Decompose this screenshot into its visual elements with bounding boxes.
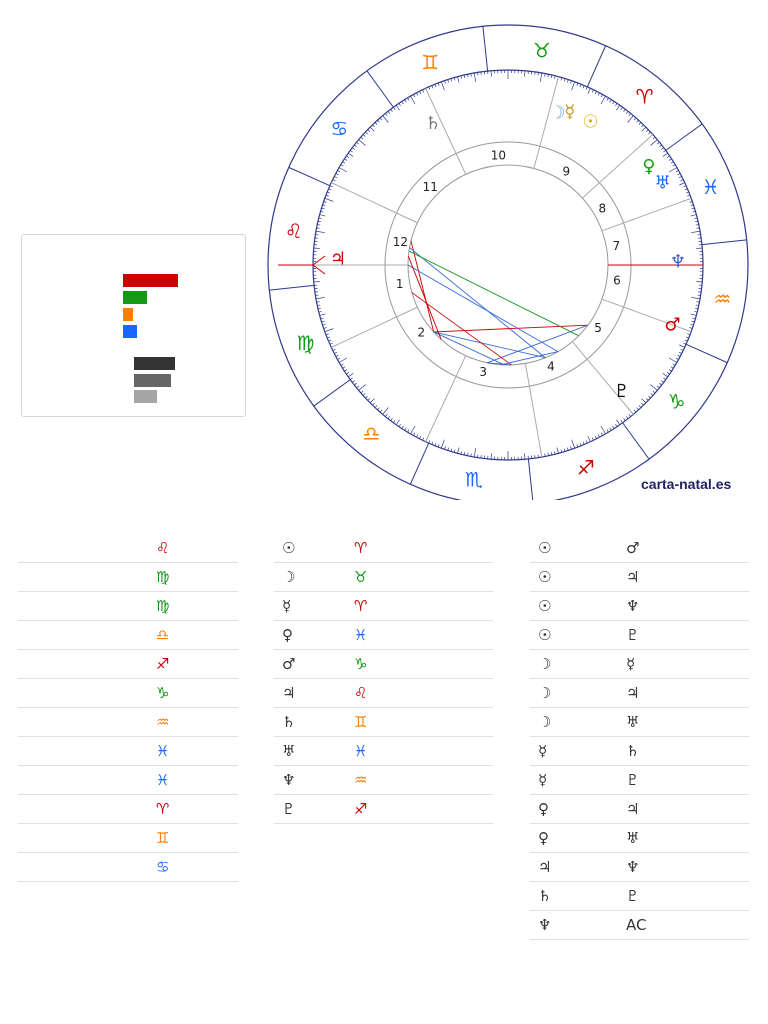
house-sign-glyph: ♒ — [18, 708, 238, 737]
aspect-line — [434, 332, 546, 358]
aspects-table — [530, 534, 749, 940]
degree-tick — [441, 440, 444, 448]
house-sign-glyph: ♓ — [18, 737, 238, 766]
sign-divider — [483, 26, 488, 71]
aspect-planet-b: ♃ — [626, 679, 749, 708]
planet-row — [274, 592, 493, 621]
house-cusp-line — [525, 363, 541, 457]
aspect-lines — [408, 241, 588, 365]
degree-tick — [370, 127, 374, 131]
aspect-row — [530, 534, 749, 563]
planet-sign-cell: ♈ — [342, 534, 493, 563]
aspect-line — [408, 265, 558, 352]
zodiac-glyph: ♓ — [701, 175, 720, 200]
degree-tick — [320, 215, 326, 217]
planet-sign-cell: ♌ — [342, 679, 493, 708]
planet-row — [274, 563, 493, 592]
house-sign-glyph: ♈ — [18, 795, 238, 824]
sign-divider — [702, 240, 747, 245]
earth-element-bar — [123, 291, 147, 304]
planet-sign-cell: ♑ — [342, 650, 493, 679]
planet-row — [274, 650, 493, 679]
planet-row — [274, 766, 493, 795]
aspect-row — [530, 679, 749, 708]
degree-tick — [588, 436, 591, 441]
house-number: 2 — [417, 325, 426, 340]
degree-tick — [616, 420, 619, 425]
aspect-planet-a: ♀ — [530, 795, 626, 824]
house-cusp-line — [331, 183, 417, 223]
degree-tick — [663, 373, 668, 376]
degree-tick — [669, 168, 677, 173]
sign-divider — [314, 380, 350, 406]
degree-tick — [642, 127, 646, 131]
house-sign-row — [18, 766, 238, 795]
degree-tick — [359, 385, 366, 391]
planet-glyph: ☉ — [582, 111, 599, 133]
sign-divider — [289, 167, 330, 185]
aspect-planet-b: ♇ — [626, 882, 749, 911]
planet-glyph-cell: ☉ — [274, 534, 342, 563]
elements-summary-box — [21, 234, 246, 417]
aspect-row — [530, 737, 749, 766]
degree-tick — [383, 116, 389, 123]
aspect-row — [530, 708, 749, 737]
degree-tick — [663, 153, 668, 156]
aspect-planet-b: ♆ — [626, 592, 749, 621]
degree-tick — [679, 345, 684, 348]
degree-tick — [411, 426, 416, 434]
brand-logo-text[interactable]: carta-natal.es — [641, 476, 732, 492]
degree-tick — [314, 248, 320, 249]
aspect-planet-a: ☽ — [530, 650, 626, 679]
house-sign-row — [18, 708, 238, 737]
aspect-planet-a: ☉ — [530, 563, 626, 592]
degree-tick — [691, 215, 697, 217]
zodiac-glyph: ♊ — [421, 50, 440, 75]
sign-divider — [269, 285, 314, 290]
degree-tick — [524, 71, 525, 77]
house-number: 4 — [547, 359, 555, 374]
aspect-planet-b: ♅ — [626, 824, 749, 853]
house-number: 7 — [612, 238, 621, 253]
house-cusp-line — [426, 356, 466, 442]
aspect-planet-b: ♆ — [626, 853, 749, 882]
mode-bar-1 — [134, 357, 175, 370]
aspect-planet-b: ♂ — [626, 534, 749, 563]
degree-tick — [474, 448, 476, 457]
house-number: 10 — [490, 148, 507, 163]
aspect-planet-a: ☉ — [530, 534, 626, 563]
degree-tick — [339, 358, 347, 363]
aspect-planet-a: ☿ — [530, 766, 626, 795]
aspect-row — [530, 766, 749, 795]
zodiac-glyph: ♑ — [667, 389, 686, 414]
aspect-planet-a: ♃ — [530, 853, 626, 882]
house-cusp-line — [602, 198, 691, 230]
planet-row — [274, 708, 493, 737]
aspect-planet-a: ☉ — [530, 621, 626, 650]
planet-sign-cell: ♓ — [342, 737, 493, 766]
planet-glyph-cell: ♀ — [274, 621, 342, 650]
aspect-planet-b: ♃ — [626, 795, 749, 824]
aspect-planet-a: ☿ — [530, 737, 626, 766]
aspect-planet-b: ♇ — [626, 621, 749, 650]
house-sign-row — [18, 534, 238, 563]
degree-tick — [628, 116, 634, 123]
zodiac-glyph: ♒ — [713, 286, 732, 311]
house-number: 12 — [392, 235, 409, 250]
sign-divider — [686, 344, 727, 362]
degree-tick — [691, 297, 700, 299]
degree-tick — [691, 231, 700, 233]
house-outer-ring — [385, 142, 631, 388]
degree-tick — [441, 82, 444, 90]
planet-glyphs — [330, 102, 686, 402]
degree-tick — [642, 399, 646, 403]
sign-divider — [587, 46, 605, 87]
house-sign-row — [18, 621, 238, 650]
degree-tick — [696, 248, 702, 249]
planet-glyph-cell: ☿ — [274, 592, 342, 621]
house-sign-glyph: ♎ — [18, 621, 238, 650]
aspect-planet-b: ☿ — [626, 650, 749, 679]
degree-tick — [491, 453, 492, 459]
aspect-planet-a: ♆ — [530, 911, 626, 940]
zodiac-glyph: ♍ — [296, 330, 315, 355]
degree-tick — [588, 88, 591, 93]
planet-glyph: ♆ — [669, 251, 687, 273]
aspect-row — [530, 911, 749, 940]
degree-tick — [348, 373, 353, 376]
planet-glyph: ♂ — [664, 314, 681, 336]
degree-tick — [696, 281, 702, 282]
zodiac-glyph: ♉ — [532, 38, 551, 63]
aspect-row — [530, 592, 749, 621]
house-numbers — [393, 148, 621, 379]
degree-tick — [601, 426, 606, 434]
planet-row — [274, 679, 493, 708]
house-number: 9 — [562, 164, 571, 179]
aspect-line — [487, 325, 588, 363]
degree-tick — [348, 153, 353, 156]
aspect-row — [530, 824, 749, 853]
planet-glyph: ♇ — [613, 380, 630, 402]
planet-sign-cell: ♐ — [342, 795, 493, 824]
planet-glyph: ♀ — [642, 155, 656, 177]
house-sign-glyph: ♍ — [18, 592, 238, 621]
degree-tick — [320, 314, 326, 316]
aspect-planet-a: ☽ — [530, 708, 626, 737]
planet-glyph: ☽ — [549, 102, 566, 124]
house-sign-row — [18, 853, 238, 882]
house-number: 8 — [598, 201, 607, 216]
aspect-row — [530, 882, 749, 911]
planet-row — [274, 534, 493, 563]
degree-tick — [396, 420, 399, 425]
planet-sign-cell: ♒ — [342, 766, 493, 795]
house-sign-row — [18, 679, 238, 708]
degree-tick — [411, 96, 416, 104]
degree-tick — [339, 168, 347, 173]
zodiac-glyph: ♐ — [576, 455, 595, 480]
house-number: 6 — [613, 273, 621, 288]
degree-tick — [491, 71, 492, 77]
aspect-planet-b: ♇ — [626, 766, 749, 795]
house-sign-row — [18, 592, 238, 621]
aspect-row — [530, 795, 749, 824]
degree-tick — [524, 453, 525, 459]
aspect-row — [530, 621, 749, 650]
degree-tick — [601, 96, 606, 104]
water-element-bar — [123, 325, 137, 338]
sign-divider — [528, 459, 533, 500]
degree-tick — [316, 231, 325, 233]
degree-tick — [325, 198, 333, 201]
zodiac-glyph: ♎ — [362, 421, 381, 446]
degree-tick — [572, 440, 575, 448]
degree-tick — [314, 281, 320, 282]
house-sign-row — [18, 795, 238, 824]
degree-tick — [396, 105, 399, 110]
aspect-row — [530, 650, 749, 679]
mode-bar-2 — [134, 374, 171, 387]
degree-tick — [679, 183, 684, 186]
degree-tick — [359, 140, 366, 146]
sign-divider — [367, 71, 393, 107]
planet-sign-cell: ♈ — [342, 592, 493, 621]
degree-tick — [458, 77, 460, 83]
degree-tick — [383, 407, 389, 414]
degree-tick — [557, 448, 559, 454]
house-sign-glyph: ♌ — [18, 534, 238, 563]
house-number: 3 — [479, 365, 488, 380]
house-number: 5 — [594, 321, 602, 336]
sign-divider — [666, 124, 702, 150]
degree-tick — [458, 448, 460, 454]
house-number: 1 — [395, 277, 404, 292]
degree-tick — [650, 140, 657, 146]
house-sign-glyph: ♊ — [18, 824, 238, 853]
aspect-row — [530, 563, 749, 592]
house-number: 11 — [422, 180, 438, 195]
degree-tick — [691, 314, 697, 316]
house-signs-table — [18, 534, 238, 882]
aspect-planet-a: ☽ — [530, 679, 626, 708]
degree-tick — [325, 329, 333, 332]
house-cusp-line — [572, 342, 633, 415]
degree-tick — [540, 73, 542, 82]
planet-positions-table — [274, 534, 493, 824]
air-element-bar — [123, 308, 133, 321]
sign-divider — [410, 443, 428, 484]
house-sign-glyph: ♑ — [18, 679, 238, 708]
planet-glyph: ♅ — [654, 172, 671, 194]
planet-sign-cell: ♊ — [342, 708, 493, 737]
planet-glyph: ♄ — [424, 113, 441, 135]
zodiac-glyph: ♈ — [635, 84, 654, 109]
aspect-planet-a: ♀ — [530, 824, 626, 853]
house-sign-glyph: ♐ — [18, 650, 238, 679]
house-sign-glyph: ♋ — [18, 853, 238, 882]
planet-sign-cell: ♉ — [342, 563, 493, 592]
degree-tick — [474, 73, 476, 82]
degree-tick — [572, 82, 575, 90]
aspect-planet-a: ☉ — [530, 592, 626, 621]
aspect-planet-a: ♄ — [530, 882, 626, 911]
aspect-line — [410, 248, 546, 358]
sign-divider — [623, 423, 649, 459]
planet-glyph-cell: ♄ — [274, 708, 342, 737]
planet-glyph-cell: ♆ — [274, 766, 342, 795]
planet-glyph: ♃ — [330, 248, 347, 270]
degree-tick — [316, 297, 325, 299]
degree-tick — [650, 385, 657, 391]
aspect-planet-b: ♃ — [626, 563, 749, 592]
house-sign-row — [18, 650, 238, 679]
house-cusp-line — [331, 307, 417, 347]
planet-sign-cell: ♓ — [342, 621, 493, 650]
aspect-planet-b: ♄ — [626, 737, 749, 766]
house-sign-glyph: ♓ — [18, 766, 238, 795]
degree-tick — [616, 105, 619, 110]
zodiac-glyph: ♌ — [284, 219, 303, 244]
planet-row — [274, 621, 493, 650]
mode-bar-3 — [134, 390, 157, 403]
house-sign-glyph: ♍ — [18, 563, 238, 592]
planet-glyph: ☿ — [564, 101, 576, 123]
degree-tick — [669, 358, 677, 363]
house-sign-row — [18, 737, 238, 766]
aspect-planet-b: AC — [626, 911, 749, 940]
zodiac-glyph: ♏ — [465, 467, 484, 492]
planet-glyph-cell: ♃ — [274, 679, 342, 708]
planet-glyph-cell: ♅ — [274, 737, 342, 766]
planet-glyph-cell: ♂ — [274, 650, 342, 679]
house-sign-row — [18, 824, 238, 853]
planet-row — [274, 737, 493, 766]
zodiac-glyph: ♋ — [330, 116, 349, 141]
aspect-planet-b: ♅ — [626, 708, 749, 737]
aspect-line — [411, 241, 434, 332]
aspect-row — [530, 853, 749, 882]
degree-tick — [370, 399, 374, 403]
house-sign-row — [18, 563, 238, 592]
planet-glyph-cell: ♇ — [274, 795, 342, 824]
fire-element-bar — [123, 274, 178, 287]
planet-glyph-cell: ☽ — [274, 563, 342, 592]
planet-row — [274, 795, 493, 824]
